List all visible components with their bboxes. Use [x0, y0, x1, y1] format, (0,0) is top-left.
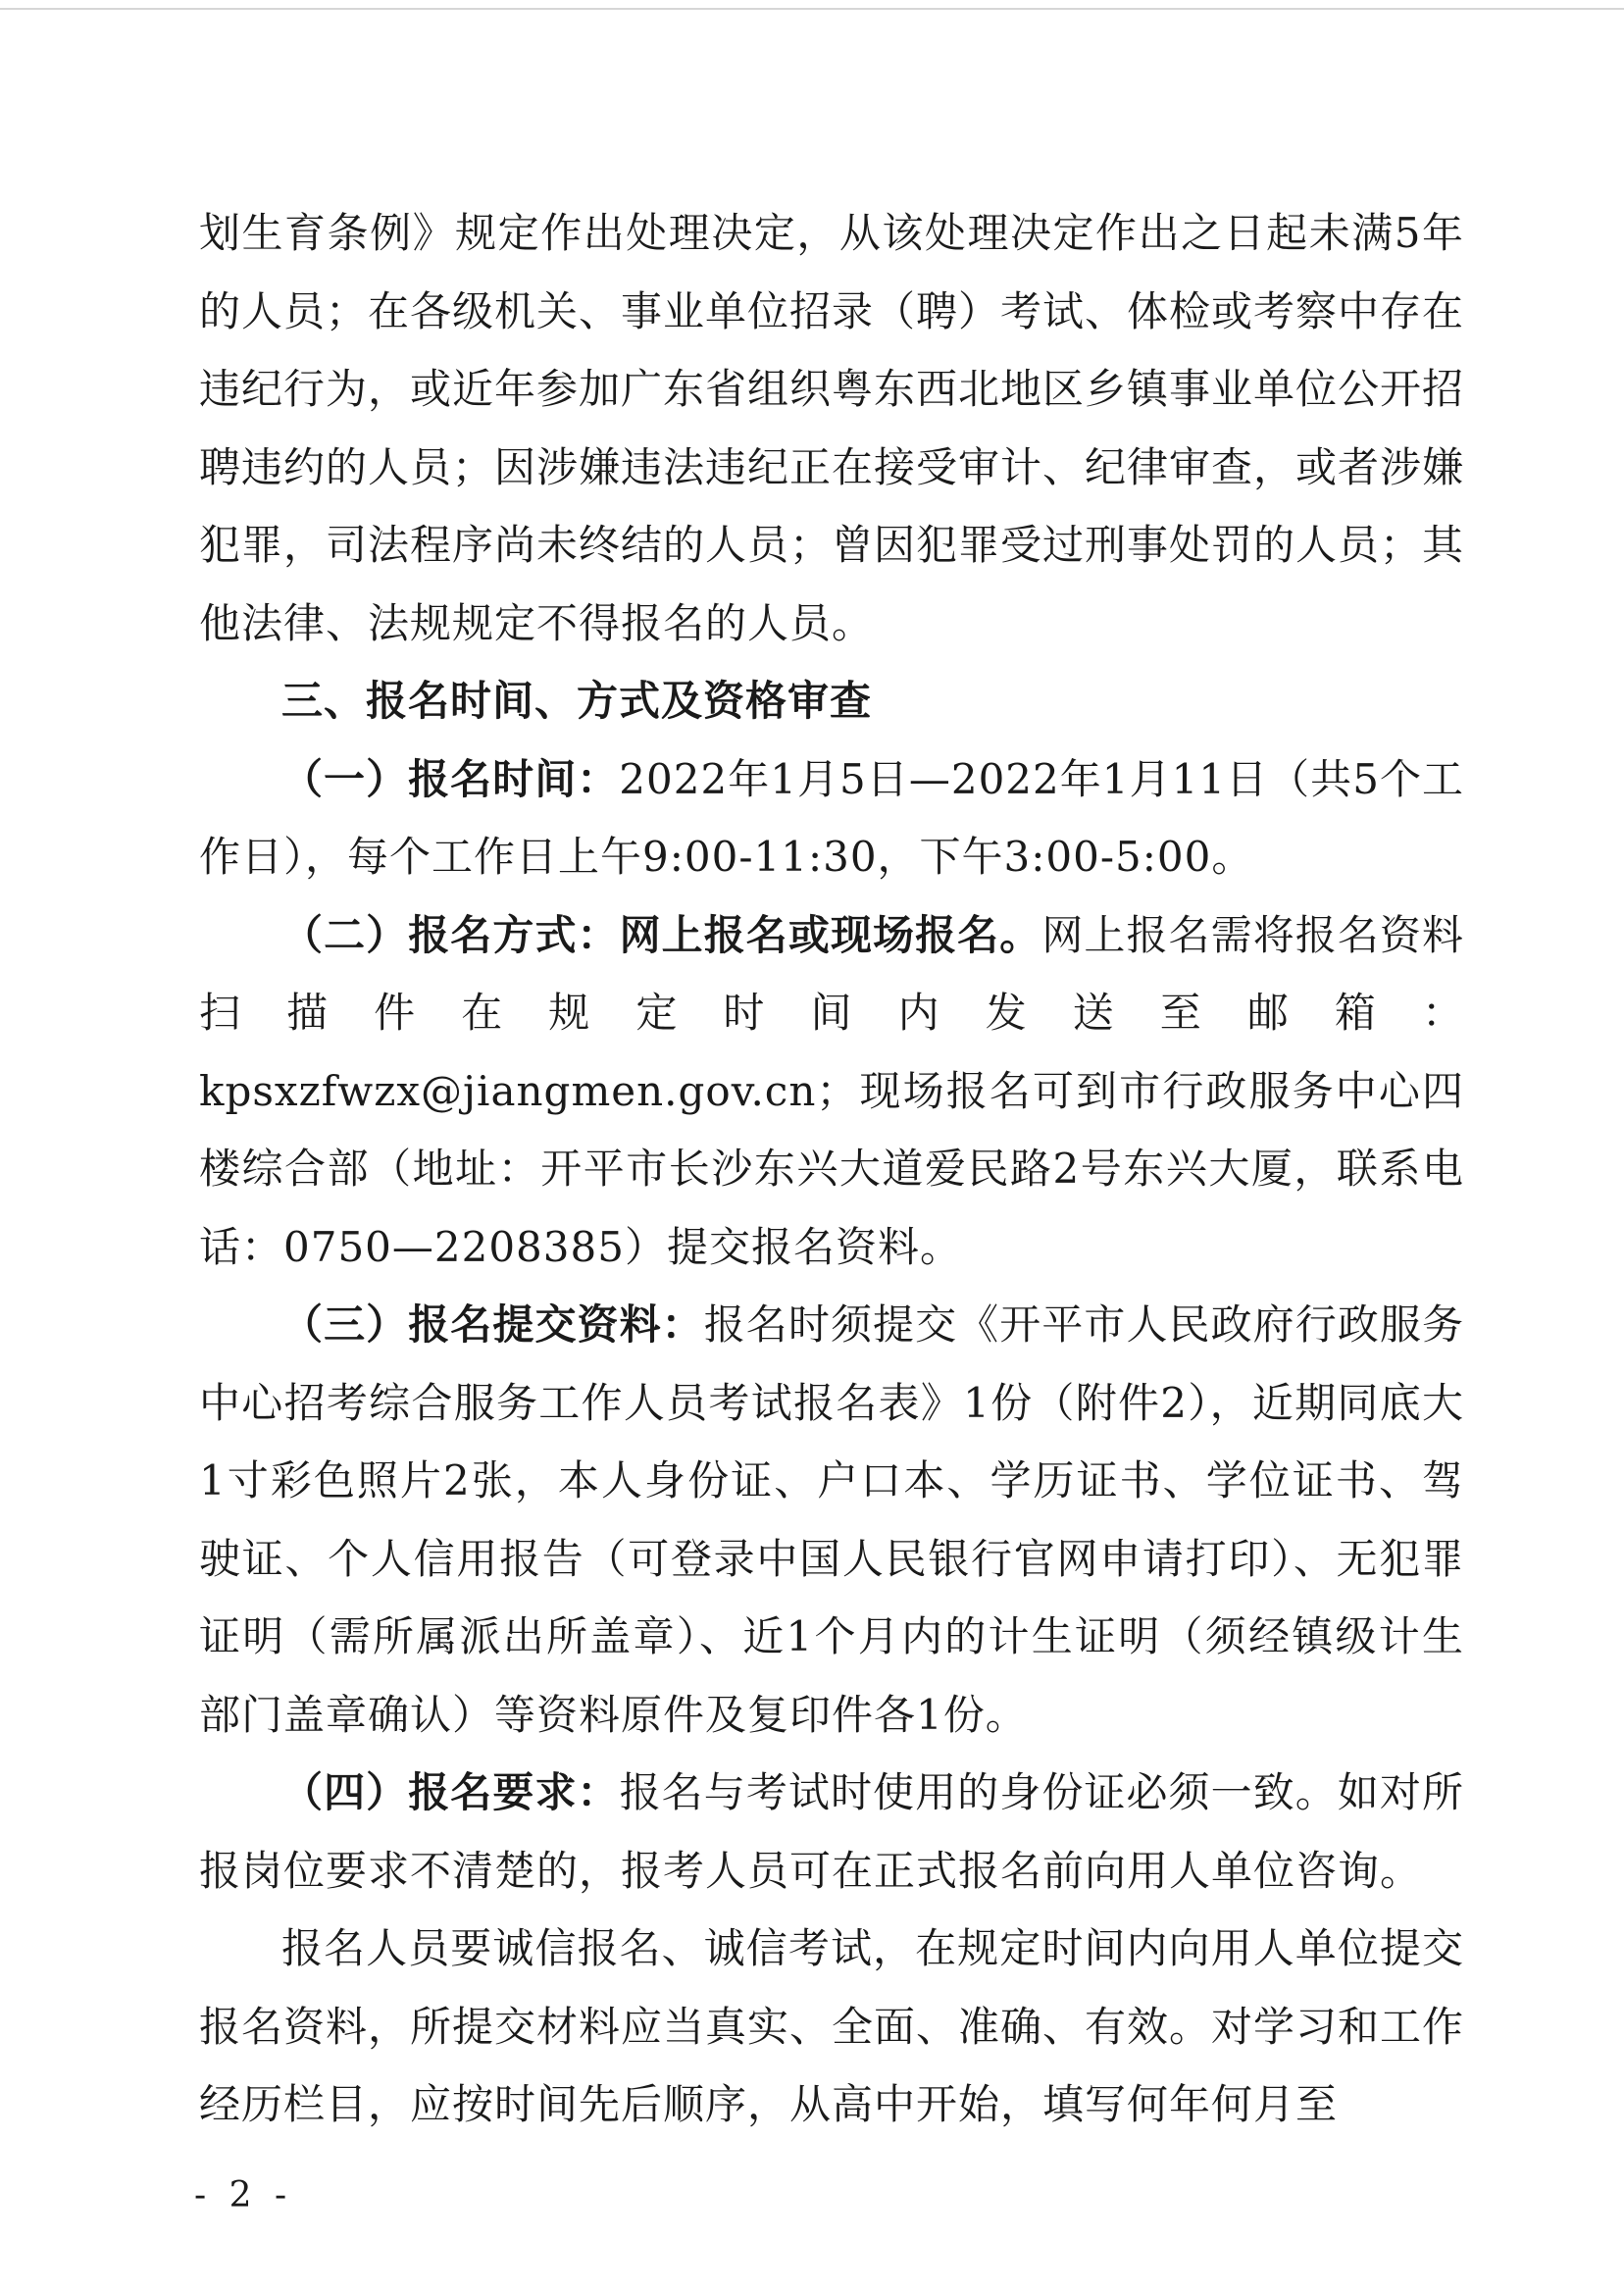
registration-requirements-paragraph [199, 1754, 1464, 1910]
registration-method-text: 网上报名需将报名资料扫描件在规定时间内发送至邮箱：kpsxzfwzx@jiangmen.gov.cn；现场报名可到市行政服务中心四楼综合部（地址：开平市长沙东兴大道爱民路2号东兴大厦，联系电话：0750—2208385）提交报名资料。 [199, 910, 1464, 1271]
registration-time-text: 2022年1月5日—2022年1月11日（共5个工作日），每个工作日上午9:00-11:30，下午3:00-5:00。 [199, 754, 1464, 881]
section-3-heading: 三、报名时间、方式及资格审查 [281, 677, 873, 725]
registration-requirements-label: （四）报名要求： [281, 1768, 620, 1816]
registration-method-label: （二）报名方式：网上报名或现场报名。 [281, 910, 1042, 959]
eligibility-exclusions-paragraph: 划生育条例》规定作出处理决定，从该处理决定作出之日起未满5年的人员；在各级机关、事业单位招录（聘）考试、体检或考察中存在违纪行为，或近年参加广东省组织粤东西北地区乡镇事业单位公开招聘违约的人员；因涉嫌违法违纪正在接受审计、纪律审查，或者涉嫌犯罪，司法程序尚未终结的人员；曾因犯罪受过刑事处罚的人员；其他法律、法规规定不得报名的人员。 [199, 209, 1465, 647]
registration-time-label: （一）报名时间： [281, 754, 620, 803]
registration-materials-label: （三）报名提交资料： [281, 1300, 704, 1349]
registration-requirements-text: 报名与考试时使用的身份证必须一致。如对所报岗位要求不清楚的，报考人员可在正式报名前向用人单位咨询。 [199, 1768, 1464, 1895]
scan-edge-line [0, 8, 1624, 10]
integrity-paragraph: 报名人员要诚信报名、诚信考试，在规定时间内向用人单位提交报名资料，所提交材料应当真实、全面、准确、有效。对学习和工作经历栏目，应按时间先后顺序，从高中开始，填写何年何月至 [199, 1924, 1465, 2128]
document-body [199, 194, 1464, 2144]
registration-time-paragraph [199, 740, 1464, 896]
registration-materials-paragraph [199, 1286, 1464, 1754]
page-number: - 2 - [194, 2175, 293, 2216]
registration-materials-text: 报名时须提交《开平市人民政府行政服务中心招考综合服务工作人员考试报名表》1份（附件2），近期同底大1寸彩色照片2张，本人身份证、户口本、学历证书、学位证书、驾驶证、个人信用报告（可登录中国人民银行官网申请打印）、无犯罪证明（需所属派出所盖章）、近1个月内的计生证明（须经镇级计生部门盖章确认）等资料原件及复印件各1份。 [199, 1300, 1464, 1739]
registration-method-paragraph [199, 896, 1464, 1287]
